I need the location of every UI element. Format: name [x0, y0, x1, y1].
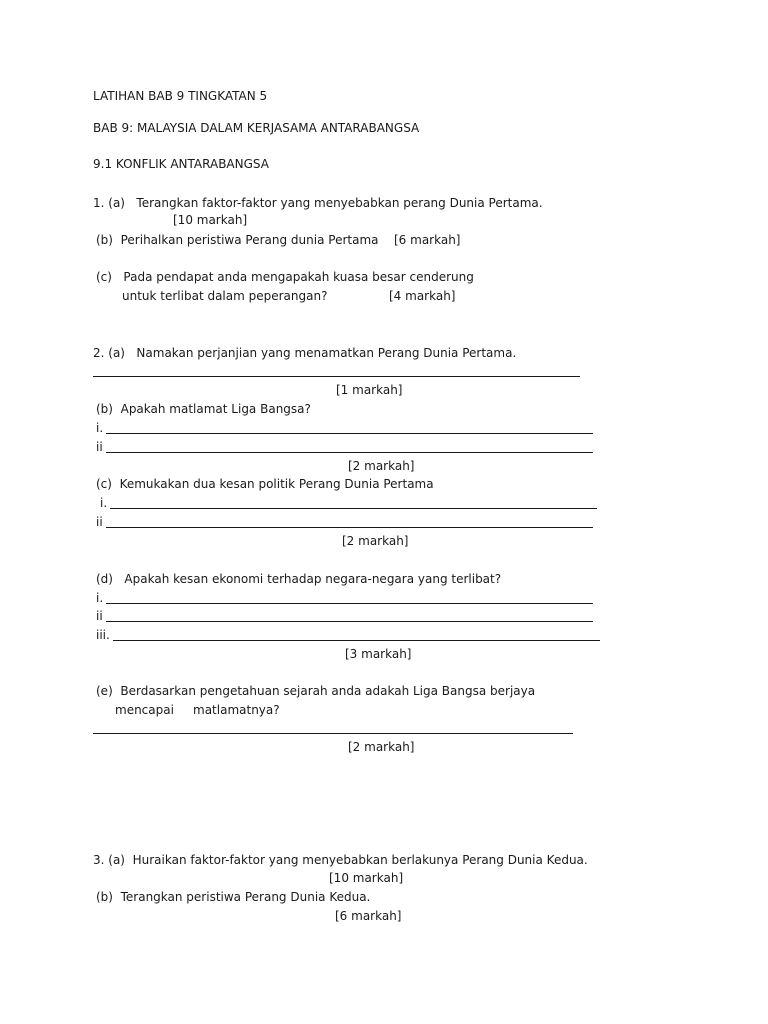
- q2b-label-i: i.: [96, 421, 104, 435]
- q2c-marks: [2 markah]: [342, 534, 409, 548]
- q2d-answer-line-iii[interactable]: [113, 640, 600, 641]
- q1a-text: 1. (a) Terangkan faktor-faktor yang menyebabkan perang Dunia Pertama.: [93, 196, 543, 210]
- q1a-marks: [10 markah]: [173, 213, 248, 227]
- section-heading: 9.1 KONFLIK ANTARABANGSA: [93, 157, 269, 171]
- q2d-label-iii: iii.: [96, 628, 110, 642]
- q2d-answer-line-i[interactable]: [106, 603, 593, 604]
- q2e-answer-line[interactable]: [93, 733, 573, 734]
- q3a-marks: [10 markah]: [329, 871, 404, 885]
- q2d-text: (d) Apakah kesan ekonomi terhadap negara-negara yang terlibat?: [96, 572, 502, 586]
- q2d-label-ii: ii: [96, 609, 103, 623]
- q1c-text-line2: untuk terlibat dalam peperangan?: [122, 289, 328, 303]
- q2b-text: (b) Apakah matlamat Liga Bangsa?: [96, 402, 311, 416]
- q2a-answer-line[interactable]: [93, 376, 580, 377]
- q2e-text-line1: (e) Berdasarkan pengetahuan sejarah anda adakah Liga Bangsa berjaya: [96, 684, 536, 698]
- q2b-marks: [2 markah]: [348, 459, 415, 473]
- q1b-marks: [6 markah]: [394, 233, 461, 247]
- q2c-label-i: i.: [100, 496, 108, 510]
- chapter-heading: BAB 9: MALAYSIA DALAM KERJASAMA ANTARABANGSA: [93, 121, 420, 135]
- q2a-text: 2. (a) Namakan perjanjian yang menamatkan Perang Dunia Pertama.: [93, 346, 517, 360]
- q3a-text: 3. (a) Huraikan faktor-faktor yang menyebabkan berlakunya Perang Dunia Kedua.: [93, 853, 588, 867]
- q2a-marks: [1 markah]: [336, 383, 403, 397]
- q1c-marks: [4 markah]: [389, 289, 456, 303]
- q2b-answer-line-i[interactable]: [106, 433, 593, 434]
- q2d-answer-line-ii[interactable]: [106, 621, 593, 622]
- q2c-label-ii: ii: [96, 515, 103, 529]
- q2b-answer-line-ii[interactable]: [106, 452, 593, 453]
- worksheet-title: LATIHAN BAB 9 TINGKATAN 5: [93, 89, 268, 103]
- q2c-answer-line-i[interactable]: [110, 508, 597, 509]
- q2c-answer-line-ii[interactable]: [106, 527, 593, 528]
- q2c-text: (c) Kemukakan dua kesan politik Perang Dunia Pertama: [96, 477, 434, 491]
- q2e-text-line2: mencapai matlamatnya?: [115, 703, 280, 717]
- q2d-marks: [3 markah]: [345, 647, 412, 661]
- q3b-text: (b) Terangkan peristiwa Perang Dunia Kedua.: [96, 890, 371, 904]
- q2e-marks: [2 markah]: [348, 740, 415, 754]
- q3b-marks: [6 markah]: [335, 909, 402, 923]
- q1c-text-line1: (c) Pada pendapat anda mengapakah kuasa besar cenderung: [96, 270, 474, 284]
- q1b-text: (b) Perihalkan peristiwa Perang dunia Pertama: [96, 233, 379, 247]
- q2b-label-ii: ii: [96, 440, 103, 454]
- q2d-label-i: i.: [96, 591, 104, 605]
